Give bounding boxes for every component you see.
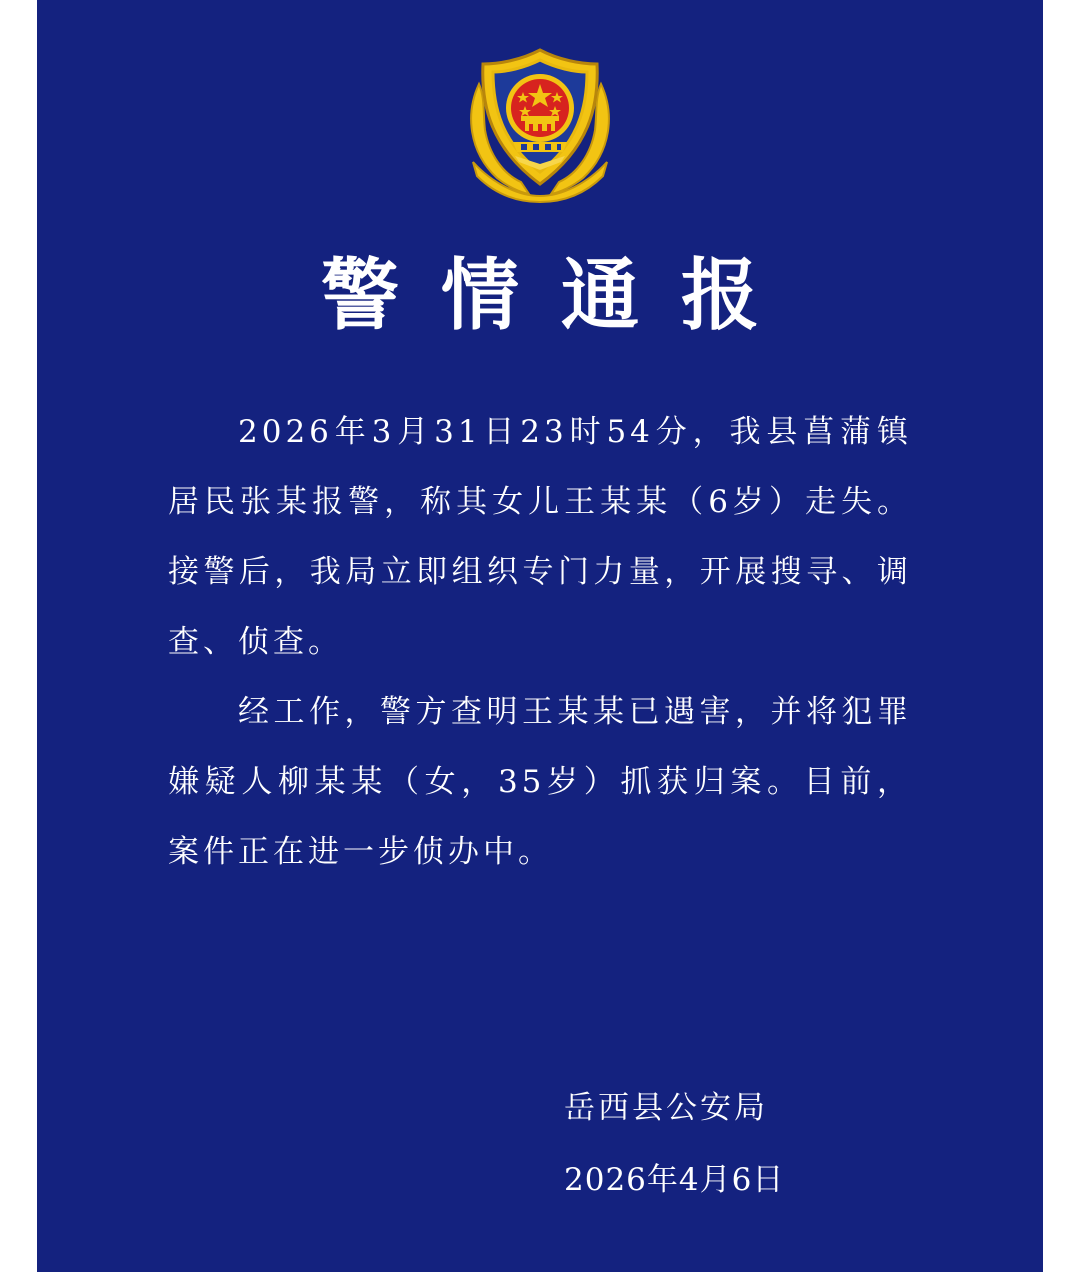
police-notice-card — [37, 0, 1043, 1272]
notice-paragraph: 2026年3月31日23时54分，我县菖蒲镇居民张某报警，称其女儿王某某（6岁）走失。接警后，我局立即组织专门力量，开展搜寻、调查、侦查。 — [168, 414, 912, 660]
notice-body — [168, 397, 912, 887]
issue-date: 2026年4月6日 — [564, 1162, 785, 1198]
issuer-name: 岳西县公安局 — [564, 1090, 768, 1126]
police-emblem-icon — [463, 44, 617, 204]
notice-title: 警情通报 — [320, 251, 801, 341]
notice-paragraph: 经工作，警方查明王某某已遇害，并将犯罪嫌疑人柳某某（女，35岁）抓获归案。目前，案件正在进一步侦办中。 — [168, 694, 912, 870]
